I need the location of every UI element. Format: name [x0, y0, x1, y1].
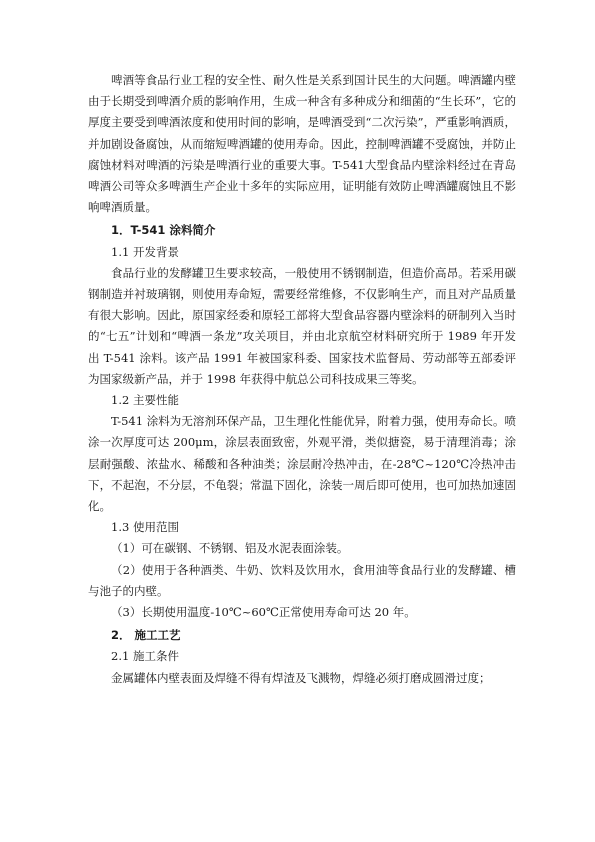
intro-paragraph: 啤酒等食品行业工程的安全性、耐久性是关系到国计民生的大问题。啤酒罐内壁由于长期受到啤酒介质的影响作用，生成一种含有多种成分和细菌的“生长环”，它的厚度主要受到啤酒浓度和使用时间的影响，是啤酒受到“二次污染”，严重影响酒质，并加剧设备腐蚀，从而缩短啤酒罐的使用寿命。因此，控制啤酒罐不受腐蚀，并防止腐蚀材料对啤酒的污染是啤酒行业的重要大事。T-541大型食品内壁涂料经过在青岛啤酒公司等众多啤酒生产企业十多年的实际应用，证明能有效防止啤酒罐腐蚀且不影响啤酒质量。 — [88, 73, 516, 215]
section-2-heading: 2． 施工工艺 — [111, 628, 181, 643]
usage-item: （1）可在碳钢、不锈钢、铝及水泥表面涂装。 — [111, 541, 349, 556]
usage-item: （2）使用于各种酒类、牛奶、饮料及饮用水，食用油等食品行业的发酵罐、槽与池子的内壁。 — [88, 562, 516, 598]
usage-item: （3）长期使用温度-10℃~60℃正常使用寿命可达 20 年。 — [111, 605, 416, 620]
section-1-2-body: T-541 涂料为无溶剂环保产品，卫生理化性能优异，附着力强，使用寿命长。喷涂一次厚度可达 200μm，涂层表面致密，外观平滑，类似搪瓷，易于清理消毒；涂层耐强酸、浓盐水、稀酸和各种油类；涂层耐冷热冲击，在-28℃~120℃冷热冲击下，不起泡，不分层，不龟裂；常温下固化，涂装一周后即可使用，也可加热加速固化。 — [88, 414, 516, 514]
section-2-1-heading: 2.1 施工条件 — [111, 649, 179, 664]
section-2-1-body: 金属罐体内壁表面及焊缝不得有焊渣及飞溅物，焊缝必须打磨成圆滑过度； — [111, 670, 491, 685]
section-1-3-heading: 1.3 使用范围 — [111, 520, 179, 535]
section-1-heading: 1．T-541 涂料简介 — [111, 223, 216, 238]
document-page — [88, 70, 516, 689]
section-1-2-heading: 1.2 主要性能 — [111, 393, 179, 408]
section-1-1-heading: 1.1 开发背景 — [111, 244, 179, 259]
section-1-1-body: 食品行业的发酵罐卫生要求较高，一般使用不锈钢制造，但造价高昂。若采用碳钢制造并衬玻璃钢，则使用寿命短，需要经常维修，不仅影响生产，而且对产品质量有很大影响。因此，原国家经委和原轻工部将大型食品容器内壁涂料的研制列入当时的“七五”计划和“啤酒一条龙”攻关项目，并由北京航空材料研究所于 1989 年开发出 T-541 涂料。该产品 1991 年被国家科委、国家技术监督局、劳动部等五部委评为国家级新产品，并于 1998 年获得中航总公司科技成果三等奖。 — [88, 265, 516, 386]
